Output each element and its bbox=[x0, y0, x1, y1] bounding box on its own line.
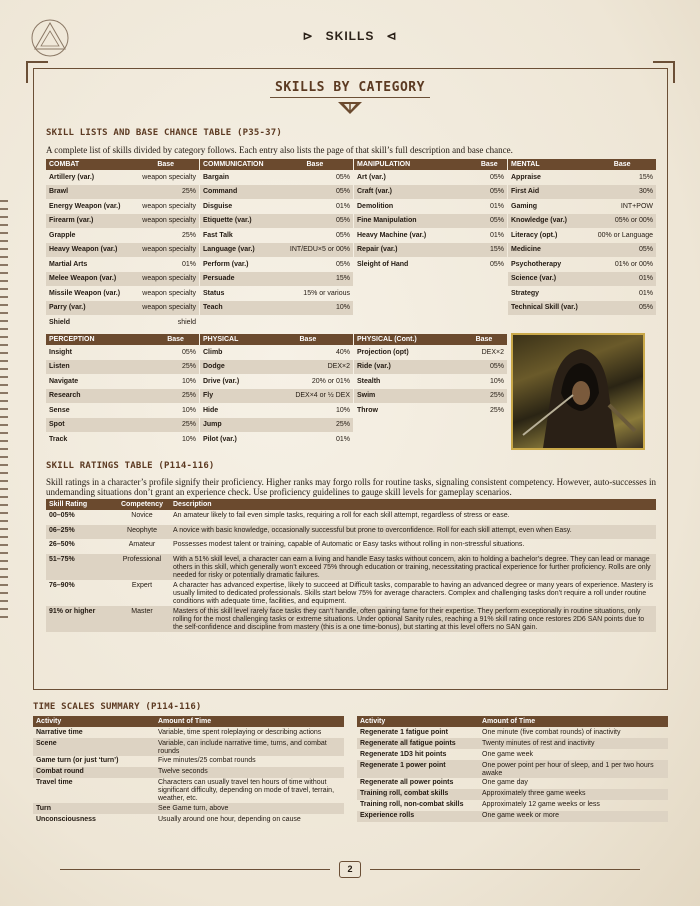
skill-name-cell: Navigate bbox=[49, 377, 79, 385]
table-row bbox=[46, 345, 199, 360]
skill-name-cell: Command bbox=[200, 185, 277, 200]
skill-name-cell: Melee Weapon (var.) bbox=[46, 272, 132, 287]
column-header: MENTAL bbox=[508, 159, 588, 170]
time-amount-cell: One game day bbox=[482, 779, 528, 786]
table-row bbox=[357, 749, 668, 760]
table-row bbox=[200, 360, 353, 375]
base-chance-cell: 00% or Language bbox=[597, 231, 653, 239]
skill-name-cell: Firearm (var.) bbox=[46, 214, 132, 229]
time-amount-cell: Usually around one hour, depending on cause bbox=[158, 815, 301, 823]
skill-name-cell: Parry (var.) bbox=[46, 301, 132, 316]
table-row bbox=[46, 389, 199, 404]
time-amount-cell: Five minutes/25 combat rounds bbox=[158, 757, 256, 764]
skill-name-cell: Spot bbox=[46, 418, 152, 433]
base-chance-cell: 05% bbox=[472, 214, 508, 229]
time-amount-cell: One minute (five combat rounds) of inactivity bbox=[482, 728, 621, 736]
base-chance-cell: shield bbox=[177, 318, 196, 326]
base-chance-cell: 05% bbox=[335, 231, 350, 239]
base-chance-cell: 10% bbox=[335, 406, 350, 414]
table-row bbox=[46, 272, 199, 287]
table-body bbox=[354, 170, 507, 272]
activity-cell: Regenerate 1 fatigue point bbox=[360, 728, 448, 736]
table-body bbox=[354, 345, 507, 418]
table-row bbox=[46, 199, 199, 214]
table-row bbox=[200, 389, 353, 404]
table-row bbox=[357, 760, 668, 778]
base-chance-cell: 01% bbox=[638, 289, 653, 297]
table-row bbox=[508, 272, 656, 287]
skill-name-cell: Language (var.) bbox=[200, 243, 277, 258]
competency-cell: Master bbox=[114, 606, 170, 632]
skill-name-cell: Swim bbox=[354, 389, 461, 404]
table-row bbox=[508, 257, 656, 272]
hooded-warrior-illustration bbox=[511, 333, 645, 450]
skill-name-cell: Fast Talk bbox=[203, 231, 233, 239]
table-row bbox=[200, 286, 353, 301]
skill-name-cell: Insight bbox=[49, 348, 72, 356]
base-chance-cell: 25% bbox=[152, 418, 199, 433]
time-amount-cell: Variable, time spent roleplaying or describing actions bbox=[158, 728, 322, 736]
manipulation-table bbox=[354, 159, 507, 272]
skill-name-cell: Fly bbox=[200, 389, 263, 404]
competency-cell: Professional bbox=[114, 554, 170, 580]
footer-divider bbox=[60, 869, 330, 870]
table-row bbox=[33, 778, 344, 804]
skill-name-cell: Bargain bbox=[203, 173, 230, 181]
base-chance-cell: 01% bbox=[489, 231, 504, 239]
skill-name-cell: Projection (opt) bbox=[357, 348, 409, 356]
footer-divider bbox=[370, 869, 640, 870]
activity-cell: Combat round bbox=[33, 767, 155, 778]
rating-cell: 00–05% bbox=[49, 512, 75, 519]
table-row bbox=[357, 811, 668, 822]
skill-name-cell: Martial Arts bbox=[49, 260, 88, 268]
activity-cell: Narrative time bbox=[36, 728, 83, 736]
base-chance-cell: weapon specialty bbox=[132, 301, 199, 316]
base-chance-cell: INT/EDU×5 or 00% bbox=[277, 243, 353, 258]
skill-name-cell: Knowledge (var.) bbox=[508, 214, 588, 229]
column-header: Base bbox=[472, 159, 508, 170]
table-row bbox=[200, 432, 353, 447]
rating-cell: 26–50% bbox=[49, 541, 75, 548]
base-chance-cell: 25% bbox=[461, 389, 507, 404]
table-row bbox=[354, 199, 507, 214]
table-body bbox=[357, 727, 668, 822]
table-row bbox=[33, 756, 344, 767]
base-chance-cell: 05% bbox=[588, 243, 656, 258]
activity-cell: Training roll, combat skills bbox=[357, 789, 479, 800]
base-chance-cell: 25% bbox=[132, 185, 199, 200]
skill-name-cell: Hide bbox=[203, 406, 219, 414]
column-header: PHYSICAL (Cont.) bbox=[354, 334, 461, 345]
base-chance-cell: 25% bbox=[181, 231, 196, 239]
base-chance-cell: 10% bbox=[181, 377, 196, 385]
base-chance-cell: 15% bbox=[277, 272, 353, 287]
skill-name-cell: Pilot (var.) bbox=[203, 435, 237, 443]
table-row bbox=[46, 360, 199, 375]
skill-name-cell: Gaming bbox=[511, 202, 538, 210]
base-chance-cell: weapon specialty bbox=[132, 243, 199, 258]
page-number: 2 bbox=[339, 861, 361, 878]
table-row bbox=[46, 403, 199, 418]
table-row bbox=[357, 789, 668, 800]
time-amount-cell: One game week bbox=[482, 750, 533, 758]
base-chance-cell: 05% bbox=[277, 185, 353, 200]
skill-name-cell: Energy Weapon (var.) bbox=[49, 202, 121, 210]
table-row bbox=[354, 345, 507, 360]
skill-name-cell: Drive (var.) bbox=[203, 377, 240, 385]
column-header: MANIPULATION bbox=[354, 159, 472, 170]
table-row bbox=[46, 286, 199, 301]
base-chance-cell: 30% bbox=[588, 185, 656, 200]
base-chance-cell: weapon specialty bbox=[132, 272, 199, 287]
left-arrow-icon: ⊳ bbox=[302, 29, 314, 43]
description-cell: A character has advanced expertise, likely to succeed at Difficult tasks, comparable to having an advanced degree or many years of experience. Mastery is usually limited to dedicated professionals. Skills start below 75% for average characters. Complex and challenging tasks don’t require a roll under routine conditions with adequate time, facilities, and equipment. bbox=[173, 581, 654, 605]
base-chance-cell: weapon specialty bbox=[142, 202, 196, 210]
table-row bbox=[200, 418, 353, 433]
table-row bbox=[357, 778, 668, 789]
table-row bbox=[508, 185, 656, 200]
base-chance-cell: 05% bbox=[461, 360, 507, 375]
table-row bbox=[354, 360, 507, 375]
table-row bbox=[33, 738, 344, 756]
title-divider bbox=[270, 97, 430, 98]
column-header: Description bbox=[170, 499, 656, 510]
table-body bbox=[46, 345, 199, 447]
skill-name-cell: Heavy Machine (var.) bbox=[357, 231, 427, 239]
base-chance-cell: 01% bbox=[181, 260, 196, 268]
time-amount-cell: Twelve seconds bbox=[155, 767, 344, 778]
table-row bbox=[508, 243, 656, 258]
time-amount-cell: See Game turn, above bbox=[155, 803, 344, 814]
table-row bbox=[46, 170, 199, 185]
activity-cell: Game turn (or just ‘turn’) bbox=[36, 757, 119, 764]
description-cell: An amateur likely to fail even simple tasks, requiring a roll for each skill attempt, regardless of stress or ease. bbox=[173, 512, 510, 519]
column-header: Base bbox=[277, 159, 353, 170]
column-header: PHYSICAL bbox=[200, 334, 263, 345]
skill-name-cell: Listen bbox=[46, 360, 152, 375]
skill-name-cell: Medicine bbox=[508, 243, 588, 258]
skill-name-cell: Demolition bbox=[357, 202, 394, 210]
table-row bbox=[200, 345, 353, 360]
skill-name-cell: Shield bbox=[49, 318, 71, 326]
base-chance-cell: 10% bbox=[181, 406, 196, 414]
table-row bbox=[354, 243, 507, 258]
table-row bbox=[200, 228, 353, 243]
table-body bbox=[508, 170, 656, 315]
column-header: COMMUNICATION bbox=[200, 159, 277, 170]
perception-table bbox=[46, 334, 199, 447]
activity-cell: Regenerate 1 power point bbox=[357, 760, 479, 778]
table-body bbox=[33, 727, 344, 825]
table-row bbox=[357, 800, 668, 811]
activity-cell: Regenerate all fatigue points bbox=[357, 738, 479, 749]
table-row bbox=[200, 170, 353, 185]
table-row bbox=[354, 185, 507, 200]
base-chance-cell: 05% bbox=[181, 348, 196, 356]
mental-table bbox=[508, 159, 656, 315]
table-row bbox=[357, 727, 668, 738]
table-row bbox=[46, 374, 199, 389]
table-row bbox=[46, 185, 199, 200]
activity-cell: Regenerate 1D3 hit points bbox=[360, 750, 447, 758]
base-chance-cell: weapon specialty bbox=[132, 214, 199, 229]
rating-cell: 91% or higher bbox=[46, 606, 114, 632]
activity-cell: Scene bbox=[33, 738, 155, 756]
skill-name-cell: Ride (var.) bbox=[354, 360, 461, 375]
skill-name-cell: Missile Weapon (var.) bbox=[49, 289, 121, 297]
skill-name-cell: Science (var.) bbox=[508, 272, 588, 287]
combat-table bbox=[46, 159, 199, 330]
activity-cell: Travel time bbox=[36, 779, 73, 786]
skill-name-cell: Craft (var.) bbox=[354, 185, 472, 200]
activity-cell: Unconsciousness bbox=[36, 815, 96, 823]
skill-name-cell: Fine Manipulation bbox=[354, 214, 472, 229]
base-chance-cell: 01% bbox=[335, 435, 350, 443]
skill-name-cell: Appraise bbox=[511, 173, 541, 181]
skill-name-cell: Artillery (var.) bbox=[49, 173, 95, 181]
column-header: PERCEPTION bbox=[46, 334, 152, 345]
table-row bbox=[357, 738, 668, 749]
time-amount-cell: Approximately 12 game weeks or less bbox=[482, 801, 600, 808]
activity-cell: Training roll, non-combat skills bbox=[360, 801, 464, 808]
skill-name-cell: First Aid bbox=[508, 185, 588, 200]
table-row bbox=[200, 272, 353, 287]
table-row bbox=[46, 243, 199, 258]
skill-name-cell: Literacy (opt.) bbox=[511, 231, 558, 239]
column-header: Amount of Time bbox=[155, 716, 344, 727]
communication-table bbox=[200, 159, 353, 315]
chapter-title: SKILLS bbox=[325, 29, 375, 43]
ratings-table bbox=[46, 499, 656, 632]
base-chance-cell: 25% bbox=[263, 418, 353, 433]
skill-name-cell: Sense bbox=[49, 406, 70, 414]
table-row bbox=[354, 257, 507, 272]
skill-name-cell: Psychotherapy bbox=[511, 260, 562, 268]
table-row bbox=[508, 228, 656, 243]
base-chance-cell: 10% bbox=[277, 301, 353, 316]
skill-name-cell: Disguise bbox=[203, 202, 233, 210]
table-row bbox=[354, 170, 507, 185]
table-row bbox=[46, 315, 199, 330]
base-chance-cell: 05% bbox=[277, 214, 353, 229]
base-chance-cell: 25% bbox=[152, 389, 199, 404]
skill-name-cell: Climb bbox=[203, 348, 223, 356]
edge-tick-strip bbox=[0, 200, 8, 620]
ratings-heading: SKILL RATINGS TABLE (P114-116) bbox=[46, 461, 215, 471]
table-row bbox=[200, 301, 353, 316]
competency-cell: Expert bbox=[131, 581, 153, 589]
time-amount-cell: Twenty minutes of rest and inactivity bbox=[479, 738, 668, 749]
column-header: Base bbox=[461, 334, 507, 345]
activity-cell: Experience rolls bbox=[357, 811, 479, 822]
time-amount-cell: Approximately three game weeks bbox=[479, 789, 668, 800]
right-arrow-icon: ⊲ bbox=[386, 29, 398, 43]
column-header: Base bbox=[152, 334, 199, 345]
table-row bbox=[33, 803, 344, 814]
base-chance-cell: DEX×4 or ½ DEX bbox=[263, 389, 353, 404]
column-header: Skill Rating bbox=[46, 499, 114, 510]
column-header: COMBAT bbox=[46, 159, 132, 170]
table-row bbox=[46, 418, 199, 433]
rating-cell: 51–75% bbox=[46, 554, 114, 580]
table-body bbox=[46, 170, 199, 330]
column-header: Competency bbox=[114, 499, 170, 510]
column-header: Activity bbox=[33, 716, 155, 727]
base-chance-cell: 20% or 01% bbox=[311, 377, 350, 385]
skill-name-cell: Strategy bbox=[511, 289, 540, 297]
table-row bbox=[46, 301, 199, 316]
table-row bbox=[354, 389, 507, 404]
rating-cell: 76–90% bbox=[49, 581, 75, 589]
table-row bbox=[200, 257, 353, 272]
time-table-right bbox=[357, 716, 668, 822]
table-row bbox=[200, 199, 353, 214]
competency-cell: Amateur bbox=[128, 541, 156, 548]
physical-cont-table bbox=[354, 334, 507, 418]
table-row bbox=[354, 374, 507, 389]
base-chance-cell: 10% bbox=[489, 377, 504, 385]
column-header: Amount of Time bbox=[479, 716, 668, 727]
skill-name-cell: Technical Skill (var.) bbox=[508, 301, 588, 316]
table-body bbox=[200, 170, 353, 315]
base-chance-cell: 15% bbox=[472, 243, 508, 258]
skill-name-cell: Stealth bbox=[357, 377, 381, 385]
time-amount-cell: Variable, can include narrative time, turns, and combat rounds bbox=[155, 738, 344, 756]
table-row bbox=[46, 432, 199, 447]
table-row bbox=[508, 214, 656, 229]
skill-name-cell: Grapple bbox=[49, 231, 76, 239]
skill-name-cell: Heavy Weapon (var.) bbox=[46, 243, 132, 258]
table-row bbox=[33, 814, 344, 825]
base-chance-cell: 15% or various bbox=[303, 289, 350, 297]
table-row bbox=[200, 403, 353, 418]
ratings-intro: Skill ratings in a character’s profile signify their proficiency. Higher ranks may forgo rolls for routine tasks, signaling consistent competency. However, auto-successes in undemanding situations don’t grant an experience check. Use proficiency guidelines to gauge skill levels for gameplay scenarios. bbox=[46, 477, 656, 497]
time-amount-cell: One game week or more bbox=[479, 811, 668, 822]
base-chance-cell: 25% bbox=[152, 360, 199, 375]
table-row bbox=[354, 214, 507, 229]
table-row bbox=[33, 767, 344, 778]
column-header: Base bbox=[132, 159, 199, 170]
time-amount-cell: Characters can usually travel ten hours of time without significant difficulty, depending on mode of travel, terrain, weather, etc. bbox=[158, 779, 335, 802]
time-heading: TIME SCALES SUMMARY (P114-116) bbox=[33, 702, 202, 712]
competency-cell: Neophyte bbox=[114, 525, 170, 540]
page-title: SKILLS BY CATEGORY bbox=[275, 80, 425, 95]
table-row bbox=[354, 228, 507, 243]
table-row bbox=[46, 214, 199, 229]
skill-name-cell: Dodge bbox=[200, 360, 263, 375]
base-chance-cell: 10% bbox=[181, 435, 196, 443]
base-chance-cell: 05% bbox=[335, 173, 350, 181]
base-chance-cell: 01% bbox=[335, 202, 350, 210]
time-amount-cell: One power point per hour of sleep, and 1 per two hours awake bbox=[479, 760, 668, 778]
activity-cell: Regenerate all power points bbox=[360, 779, 454, 786]
skill-name-cell: Status bbox=[203, 289, 225, 297]
skill-name-cell: Research bbox=[46, 389, 152, 404]
base-chance-cell: weapon specialty bbox=[142, 173, 196, 181]
base-chance-cell: 05% bbox=[335, 260, 350, 268]
table-row bbox=[354, 403, 507, 418]
description-cell: Possesses modest talent or training, capable of Automatic or Easy tasks without rolling in non-stressful situations. bbox=[173, 541, 525, 548]
table-row bbox=[46, 257, 199, 272]
base-chance-cell: 15% bbox=[638, 173, 653, 181]
skill-name-cell: Etiquette (var.) bbox=[200, 214, 277, 229]
competency-cell: Novice bbox=[131, 512, 153, 519]
base-chance-cell: 01% bbox=[588, 272, 656, 287]
table-row bbox=[508, 199, 656, 214]
base-chance-cell: 05% or 00% bbox=[588, 214, 656, 229]
base-chance-cell: weapon specialty bbox=[142, 289, 196, 297]
base-chance-cell: DEX×2 bbox=[263, 360, 353, 375]
base-chance-cell: INT+POW bbox=[620, 202, 653, 210]
table-row bbox=[200, 374, 353, 389]
table-row bbox=[200, 185, 353, 200]
base-chance-cell: 05% bbox=[489, 260, 504, 268]
table-row bbox=[46, 539, 656, 554]
time-table-left bbox=[33, 716, 344, 825]
base-chance-cell: 01% bbox=[489, 202, 504, 210]
description-cell: With a 51% skill level, a character can earn a living and handle Easy tasks without concern, akin to holding a bachelor’s degree. They can lead or manage others in this skill, which generally won’t exceed 75% through education or training, necessitating practical experience for further proficiency. Rolls are only needed for risky or potentially dramatic failures. bbox=[170, 554, 656, 580]
table-row bbox=[46, 525, 656, 540]
skill-name-cell: Brawl bbox=[46, 185, 132, 200]
skill-name-cell: Sleight of Hand bbox=[357, 260, 409, 268]
activity-cell: Turn bbox=[33, 803, 155, 814]
table-row bbox=[46, 510, 656, 525]
skill-name-cell: Persuade bbox=[200, 272, 277, 287]
table-row bbox=[508, 286, 656, 301]
base-chance-cell: 01% or 00% bbox=[614, 260, 653, 268]
description-cell: A novice with basic knowledge, occasionally successful but prone to overconfidence. Roll for each skill attempt, even when Easy. bbox=[170, 525, 656, 540]
column-header: Activity bbox=[357, 716, 479, 727]
skill-name-cell: Track bbox=[49, 435, 68, 443]
skill-name-cell: Teach bbox=[200, 301, 277, 316]
base-chance-cell: 25% bbox=[489, 406, 504, 414]
table-row bbox=[46, 606, 656, 632]
table-row bbox=[33, 727, 344, 738]
table-row bbox=[200, 243, 353, 258]
column-header: Base bbox=[263, 334, 353, 345]
skill-name-cell: Art (var.) bbox=[357, 173, 386, 181]
base-chance-cell: 05% bbox=[588, 301, 656, 316]
table-row bbox=[508, 301, 656, 316]
base-chance-cell: 40% bbox=[335, 348, 350, 356]
table-row bbox=[46, 580, 656, 606]
base-chance-cell: 05% bbox=[489, 173, 504, 181]
physical-table bbox=[200, 334, 353, 447]
skill-name-cell: Repair (var.) bbox=[354, 243, 472, 258]
skill-name-cell: Perform (var.) bbox=[203, 260, 249, 268]
rating-cell: 06–25% bbox=[46, 525, 114, 540]
table-row bbox=[46, 554, 656, 580]
column-header: Base bbox=[588, 159, 656, 170]
description-cell: Masters of this skill level rarely face tasks they can’t handle, often gaining fame for their expertise. They perform exceptionally in routine situations, only rolling for the most challenging tasks or extreme situations. Under optional Sanity rules, reaching a 91% skill rating once restores 2D6 SAN points due to the self-confidence and discipline from mastery (this is a one time-bonus), but starting at this level offers no SAN gain. bbox=[170, 606, 656, 632]
table-row bbox=[508, 170, 656, 185]
skill-name-cell: Jump bbox=[200, 418, 263, 433]
skill-name-cell: Throw bbox=[357, 406, 378, 414]
skill-lists-heading: SKILL LISTS AND BASE CHANCE TABLE (P35-37) bbox=[46, 128, 282, 138]
base-chance-cell: 05% bbox=[472, 185, 508, 200]
table-body bbox=[46, 510, 656, 632]
table-row bbox=[46, 228, 199, 243]
chapter-header bbox=[0, 29, 700, 43]
table-body bbox=[200, 345, 353, 447]
base-chance-cell: DEX×2 bbox=[481, 348, 504, 356]
skill-lists-intro: A complete list of skills divided by category follows. Each entry also lists the page of that skill’s full description and base chance. bbox=[46, 145, 513, 155]
chevron-emblem-icon bbox=[336, 100, 364, 116]
table-row bbox=[200, 214, 353, 229]
